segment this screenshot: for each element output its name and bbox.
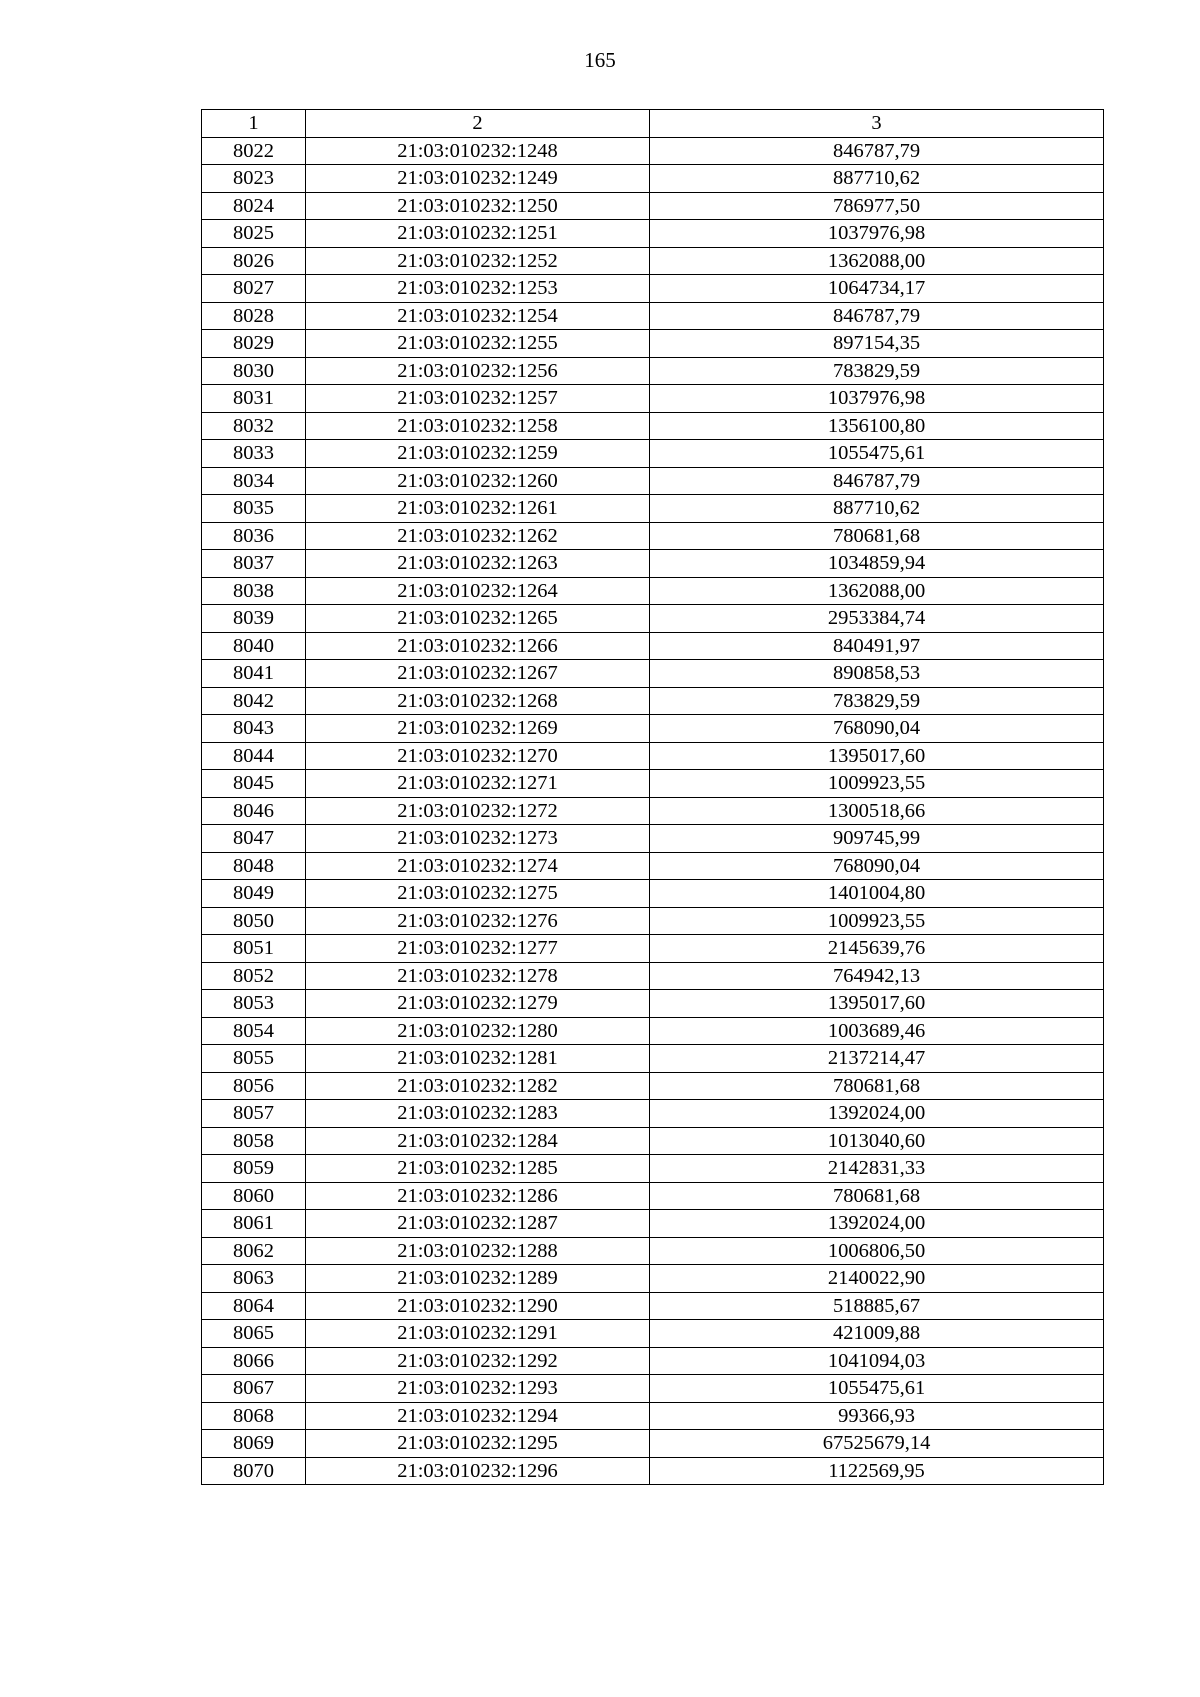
table-row — [202, 770, 1104, 798]
table-row — [202, 1320, 1104, 1348]
page-number: 165 — [584, 48, 616, 72]
value-cell: 846787,79 — [650, 302, 1104, 330]
row-number-cell: 8056 — [202, 1072, 306, 1100]
row-number-cell: 8041 — [202, 660, 306, 688]
value-cell: 1064734,17 — [650, 275, 1104, 303]
cadastral-number-cell: 21:03:010232:1270 — [306, 742, 650, 770]
row-number-cell: 8048 — [202, 852, 306, 880]
row-number-cell: 8031 — [202, 385, 306, 413]
row-number-cell: 8051 — [202, 935, 306, 963]
value-cell: 780681,68 — [650, 1182, 1104, 1210]
cadastral-number-cell: 21:03:010232:1249 — [306, 165, 650, 193]
cadastral-number-cell: 21:03:010232:1284 — [306, 1127, 650, 1155]
table-row — [202, 550, 1104, 578]
row-number-cell: 8027 — [202, 275, 306, 303]
cadastral-number-cell: 21:03:010232:1294 — [306, 1402, 650, 1430]
cadastral-number-cell: 21:03:010232:1257 — [306, 385, 650, 413]
value-cell: 1392024,00 — [650, 1210, 1104, 1238]
cadastral-number-cell: 21:03:010232:1254 — [306, 302, 650, 330]
table-row — [202, 1072, 1104, 1100]
value-cell: 1009923,55 — [650, 770, 1104, 798]
table-row — [202, 1155, 1104, 1183]
table-row — [202, 715, 1104, 743]
table-row — [202, 605, 1104, 633]
cadastral-number-cell: 21:03:010232:1259 — [306, 440, 650, 468]
value-cell: 768090,04 — [650, 852, 1104, 880]
row-number-cell: 8030 — [202, 357, 306, 385]
value-cell: 846787,79 — [650, 137, 1104, 165]
cadastral-number-cell: 21:03:010232:1282 — [306, 1072, 650, 1100]
value-cell: 1392024,00 — [650, 1100, 1104, 1128]
table-row — [202, 137, 1104, 165]
row-number-cell: 8024 — [202, 192, 306, 220]
row-number-cell: 8057 — [202, 1100, 306, 1128]
cadastral-number-cell: 21:03:010232:1275 — [306, 880, 650, 908]
value-cell: 1034859,94 — [650, 550, 1104, 578]
row-number-cell: 8061 — [202, 1210, 306, 1238]
cadastral-number-cell: 21:03:010232:1266 — [306, 632, 650, 660]
row-number-cell: 8046 — [202, 797, 306, 825]
row-number-cell: 8055 — [202, 1045, 306, 1073]
value-cell: 846787,79 — [650, 467, 1104, 495]
value-cell: 780681,68 — [650, 1072, 1104, 1100]
value-cell: 780681,68 — [650, 522, 1104, 550]
table-row — [202, 1292, 1104, 1320]
table-row — [202, 577, 1104, 605]
row-number-cell: 8058 — [202, 1127, 306, 1155]
table-row — [202, 852, 1104, 880]
value-cell: 2142831,33 — [650, 1155, 1104, 1183]
row-number-cell: 8032 — [202, 412, 306, 440]
cadastral-number-cell: 21:03:010232:1277 — [306, 935, 650, 963]
value-cell: 99366,93 — [650, 1402, 1104, 1430]
value-cell: 1362088,00 — [650, 247, 1104, 275]
value-cell: 1006806,50 — [650, 1237, 1104, 1265]
cadastral-number-cell: 21:03:010232:1262 — [306, 522, 650, 550]
table-row — [202, 880, 1104, 908]
table-row — [202, 1045, 1104, 1073]
cadastral-number-cell: 21:03:010232:1291 — [306, 1320, 650, 1348]
table-row — [202, 797, 1104, 825]
row-number-cell: 8037 — [202, 550, 306, 578]
table-row — [202, 495, 1104, 523]
table-row — [202, 1100, 1104, 1128]
value-cell: 764942,13 — [650, 962, 1104, 990]
cadastral-number-cell: 21:03:010232:1285 — [306, 1155, 650, 1183]
row-number-cell: 8069 — [202, 1430, 306, 1458]
value-cell: 1037976,98 — [650, 220, 1104, 248]
value-cell: 1395017,60 — [650, 742, 1104, 770]
table-row — [202, 935, 1104, 963]
value-cell: 67525679,14 — [650, 1430, 1104, 1458]
value-cell: 783829,59 — [650, 357, 1104, 385]
table-row — [202, 687, 1104, 715]
cadastral-number-cell: 21:03:010232:1273 — [306, 825, 650, 853]
value-cell: 2140022,90 — [650, 1265, 1104, 1293]
value-cell: 897154,35 — [650, 330, 1104, 358]
table-row — [202, 357, 1104, 385]
value-cell: 1041094,03 — [650, 1347, 1104, 1375]
cadastral-number-cell: 21:03:010232:1283 — [306, 1100, 650, 1128]
cadastral-number-cell: 21:03:010232:1268 — [306, 687, 650, 715]
value-cell: 1055475,61 — [650, 440, 1104, 468]
row-number-cell: 8039 — [202, 605, 306, 633]
value-cell: 840491,97 — [650, 632, 1104, 660]
row-number-cell: 8050 — [202, 907, 306, 935]
value-cell: 887710,62 — [650, 165, 1104, 193]
table-row — [202, 1430, 1104, 1458]
row-number-cell: 8033 — [202, 440, 306, 468]
cadastral-number-cell: 21:03:010232:1287 — [306, 1210, 650, 1238]
value-cell: 783829,59 — [650, 687, 1104, 715]
cadastral-number-cell: 21:03:010232:1276 — [306, 907, 650, 935]
value-cell: 1300518,66 — [650, 797, 1104, 825]
table-row — [202, 632, 1104, 660]
value-cell: 1122569,95 — [650, 1457, 1104, 1485]
cadastral-number-cell: 21:03:010232:1264 — [306, 577, 650, 605]
value-cell: 1009923,55 — [650, 907, 1104, 935]
row-number-cell: 8023 — [202, 165, 306, 193]
cadastral-number-cell: 21:03:010232:1280 — [306, 1017, 650, 1045]
value-cell: 786977,50 — [650, 192, 1104, 220]
cadastral-number-cell: 21:03:010232:1289 — [306, 1265, 650, 1293]
table-row — [202, 1017, 1104, 1045]
row-number-cell: 8064 — [202, 1292, 306, 1320]
cadastral-number-cell: 21:03:010232:1295 — [306, 1430, 650, 1458]
row-number-cell: 8070 — [202, 1457, 306, 1485]
cadastral-number-cell: 21:03:010232:1293 — [306, 1375, 650, 1403]
row-number-cell: 8044 — [202, 742, 306, 770]
row-number-cell: 8068 — [202, 1402, 306, 1430]
value-cell: 890858,53 — [650, 660, 1104, 688]
table-row — [202, 1182, 1104, 1210]
table-row — [202, 907, 1104, 935]
column-header-2: 2 — [306, 110, 650, 138]
cadastral-number-cell: 21:03:010232:1261 — [306, 495, 650, 523]
table-header-row — [202, 110, 1104, 138]
cadastral-number-cell: 21:03:010232:1269 — [306, 715, 650, 743]
value-cell: 2137214,47 — [650, 1045, 1104, 1073]
cadastral-number-cell: 21:03:010232:1292 — [306, 1347, 650, 1375]
column-header-3: 3 — [650, 110, 1104, 138]
table-body — [202, 137, 1104, 1485]
cadastral-number-cell: 21:03:010232:1251 — [306, 220, 650, 248]
row-number-cell: 8065 — [202, 1320, 306, 1348]
table-row — [202, 330, 1104, 358]
column-header-1: 1 — [202, 110, 306, 138]
row-number-cell: 8022 — [202, 137, 306, 165]
value-cell: 518885,67 — [650, 1292, 1104, 1320]
row-number-cell: 8062 — [202, 1237, 306, 1265]
value-cell: 1401004,80 — [650, 880, 1104, 908]
row-number-cell: 8028 — [202, 302, 306, 330]
value-cell: 1362088,00 — [650, 577, 1104, 605]
table-row — [202, 1237, 1104, 1265]
cadastral-number-cell: 21:03:010232:1272 — [306, 797, 650, 825]
row-number-cell: 8029 — [202, 330, 306, 358]
cadastral-number-cell: 21:03:010232:1253 — [306, 275, 650, 303]
cadastral-number-cell: 21:03:010232:1256 — [306, 357, 650, 385]
value-cell: 1356100,80 — [650, 412, 1104, 440]
table-row — [202, 1347, 1104, 1375]
cadastral-number-cell: 21:03:010232:1250 — [306, 192, 650, 220]
table-row — [202, 192, 1104, 220]
value-cell: 768090,04 — [650, 715, 1104, 743]
row-number-cell: 8059 — [202, 1155, 306, 1183]
row-number-cell: 8060 — [202, 1182, 306, 1210]
table-row — [202, 1457, 1104, 1485]
table-row — [202, 660, 1104, 688]
table-row — [202, 440, 1104, 468]
cadastral-number-cell: 21:03:010232:1279 — [306, 990, 650, 1018]
table-row — [202, 1265, 1104, 1293]
table-row — [202, 247, 1104, 275]
row-number-cell: 8025 — [202, 220, 306, 248]
value-cell: 1037976,98 — [650, 385, 1104, 413]
row-number-cell: 8043 — [202, 715, 306, 743]
table-row — [202, 1375, 1104, 1403]
row-number-cell: 8040 — [202, 632, 306, 660]
row-number-cell: 8035 — [202, 495, 306, 523]
table-row — [202, 990, 1104, 1018]
cadastral-number-cell: 21:03:010232:1281 — [306, 1045, 650, 1073]
value-cell: 887710,62 — [650, 495, 1104, 523]
cadastral-number-cell: 21:03:010232:1263 — [306, 550, 650, 578]
table-row — [202, 275, 1104, 303]
value-cell: 2953384,74 — [650, 605, 1104, 633]
value-cell: 1395017,60 — [650, 990, 1104, 1018]
row-number-cell: 8063 — [202, 1265, 306, 1293]
row-number-cell: 8047 — [202, 825, 306, 853]
row-number-cell: 8042 — [202, 687, 306, 715]
table-row — [202, 1210, 1104, 1238]
row-number-cell: 8034 — [202, 467, 306, 495]
value-cell: 1013040,60 — [650, 1127, 1104, 1155]
cadastral-number-cell: 21:03:010232:1278 — [306, 962, 650, 990]
cadastral-number-cell: 21:03:010232:1271 — [306, 770, 650, 798]
row-number-cell: 8054 — [202, 1017, 306, 1045]
value-cell: 1003689,46 — [650, 1017, 1104, 1045]
table-row — [202, 412, 1104, 440]
row-number-cell: 8053 — [202, 990, 306, 1018]
cadastral-number-cell: 21:03:010232:1252 — [306, 247, 650, 275]
table-row — [202, 522, 1104, 550]
table-row — [202, 1402, 1104, 1430]
row-number-cell: 8045 — [202, 770, 306, 798]
cadastral-number-cell: 21:03:010232:1290 — [306, 1292, 650, 1320]
table-row — [202, 962, 1104, 990]
value-cell: 421009,88 — [650, 1320, 1104, 1348]
cadastral-number-cell: 21:03:010232:1260 — [306, 467, 650, 495]
cadastral-number-cell: 21:03:010232:1274 — [306, 852, 650, 880]
row-number-cell: 8049 — [202, 880, 306, 908]
value-cell: 2145639,76 — [650, 935, 1104, 963]
data-table — [201, 109, 1104, 1485]
cadastral-number-cell: 21:03:010232:1296 — [306, 1457, 650, 1485]
value-cell: 1055475,61 — [650, 1375, 1104, 1403]
table-row — [202, 467, 1104, 495]
table-row — [202, 825, 1104, 853]
row-number-cell: 8067 — [202, 1375, 306, 1403]
row-number-cell: 8066 — [202, 1347, 306, 1375]
table-row — [202, 220, 1104, 248]
cadastral-number-cell: 21:03:010232:1267 — [306, 660, 650, 688]
row-number-cell: 8052 — [202, 962, 306, 990]
cadastral-number-cell: 21:03:010232:1288 — [306, 1237, 650, 1265]
cadastral-number-cell: 21:03:010232:1265 — [306, 605, 650, 633]
table-row — [202, 302, 1104, 330]
table-row — [202, 1127, 1104, 1155]
cadastral-number-cell: 21:03:010232:1286 — [306, 1182, 650, 1210]
table-row — [202, 742, 1104, 770]
row-number-cell: 8036 — [202, 522, 306, 550]
table-row — [202, 385, 1104, 413]
cadastral-number-cell: 21:03:010232:1255 — [306, 330, 650, 358]
table-row — [202, 165, 1104, 193]
value-cell: 909745,99 — [650, 825, 1104, 853]
row-number-cell: 8038 — [202, 577, 306, 605]
row-number-cell: 8026 — [202, 247, 306, 275]
cadastral-number-cell: 21:03:010232:1248 — [306, 137, 650, 165]
cadastral-number-cell: 21:03:010232:1258 — [306, 412, 650, 440]
